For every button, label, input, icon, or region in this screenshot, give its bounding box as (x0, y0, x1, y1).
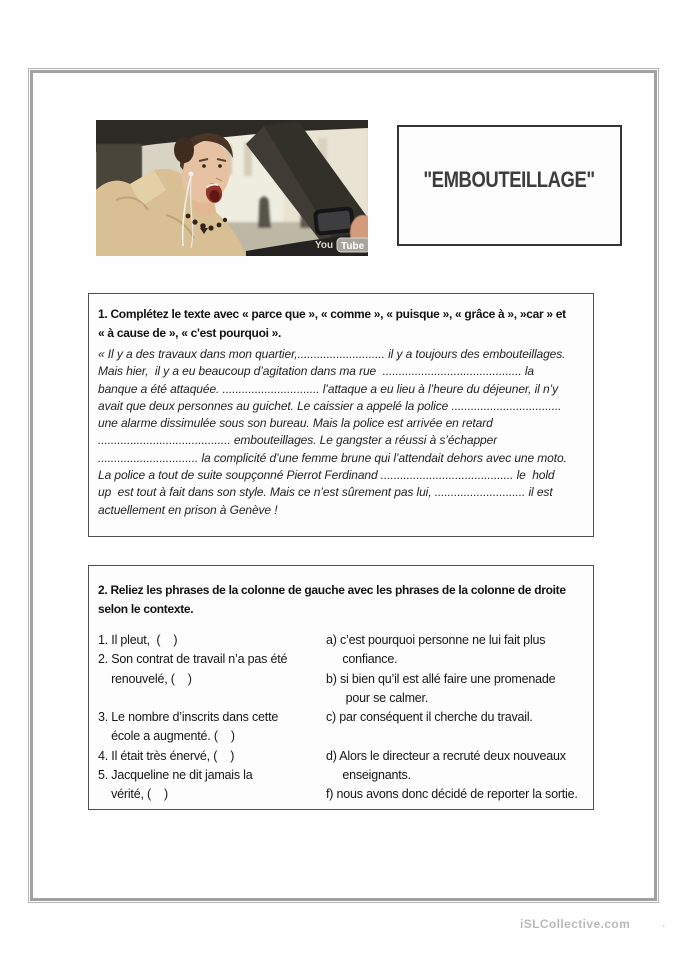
right-item: confiance. (326, 652, 398, 667)
stray-mark: . (662, 916, 666, 930)
text-line: ......................................... embouteillages. Le gangster a réussi à s’échapper (98, 433, 498, 448)
side-mirror (313, 206, 355, 236)
exercise1-instructions (98, 305, 584, 342)
svg-text:Tube: Tube (341, 241, 365, 252)
svg-text:You: You (315, 240, 334, 251)
right-item: enseignants. (326, 768, 411, 783)
exercise1-gap-fill-text (98, 346, 584, 519)
instruction-line: selon le contexte. (98, 602, 194, 616)
footer-brand: iSLCollective.com (520, 917, 631, 931)
title-box (397, 125, 622, 246)
match-row (98, 785, 584, 804)
text-line: Mais hier, il y a eu beaucoup d’agitation dans ma rue ........................................... la (98, 364, 535, 379)
right-item: c) par conséquent il cherche du travail. (326, 710, 533, 725)
instruction-line: 2. Reliez les phrases de la colonne de gauche avec les phrases de la colonne de droite (98, 583, 566, 597)
youtube-watermark (315, 238, 368, 252)
text-line: up est tout à fait dans son style. Mais ce n’est sûrement pas lui, ............................ il est (98, 485, 553, 500)
text-line: banque a été attaquée. .............................. l’attaque a eu lieu à l’heure du déjeuner, il n’y (98, 381, 559, 396)
instruction-line: « à cause de », « c'est pourquoi ». (98, 325, 282, 340)
right-item: d) Alors le directeur a recruté deux nouveaux (326, 748, 566, 763)
header-photo (96, 120, 368, 256)
right-item (326, 727, 584, 746)
text-line: une alarme dissimulée sous son bureau. Mais la police est arrivée en retard (98, 416, 493, 431)
right-item: b) si bien qu’il est allé faire une promenade (326, 671, 556, 686)
right-item: f) nous avons donc décidé de reporter la sortie. (326, 787, 578, 802)
exercise2-instructions (98, 581, 584, 619)
text-line: ............................... la complicité d’une femme brune qui l’attendait dehors avec une moto. (98, 450, 567, 465)
text-line: « Il y a des travaux dans mon quartier,........................... il y a toujours des embouteillages. (98, 347, 566, 361)
match-row (98, 650, 584, 669)
left-item: 1. Il pleut, ( ) (98, 633, 178, 647)
match-row (98, 766, 584, 785)
earbud (189, 172, 194, 177)
left-item: 5. Jacqueline ne dit jamais la (98, 768, 253, 783)
photo-svg (96, 120, 368, 256)
match-row (98, 727, 584, 746)
exercise2-box (88, 565, 594, 810)
matching-exercise (98, 631, 584, 805)
right-item: a) c’est pourquoi personne ne lui fait plus (326, 633, 546, 647)
right-item: pour se calmer. (326, 690, 429, 705)
left-item: renouvelé, ( ) (98, 671, 192, 686)
left-item: vérité, ( ) (98, 787, 169, 802)
match-row (98, 689, 584, 708)
match-row (98, 747, 584, 766)
left-item: 4. Il était très énervé, ( ) (98, 748, 235, 763)
match-row (98, 631, 584, 650)
text-line: avait que deux personnes au guichet. Le caissier a appelé la police .................................. (98, 398, 562, 413)
match-row (98, 670, 584, 689)
left-item: 3. Le nombre d’inscrits dans cette (98, 710, 279, 725)
instruction-line: 1. Complétez le texte avec « parce que », « comme », « puisque », « grâce à », »car » et (98, 307, 566, 321)
match-row (98, 708, 584, 727)
left-item: 2. Son contrat de travail n’a pas été (98, 652, 288, 667)
page-title: "EMBOUTEILLAGE" (423, 167, 596, 192)
left-item: école a augmenté. ( ) (98, 729, 235, 744)
left-item (98, 689, 326, 708)
text-line: actuellement en prison à Genève ! (98, 502, 278, 517)
exercise1-box (88, 293, 594, 537)
text-line: La police a tout de suite soupçonné Pierrot Ferdinand ......................................... le hold (98, 468, 555, 483)
